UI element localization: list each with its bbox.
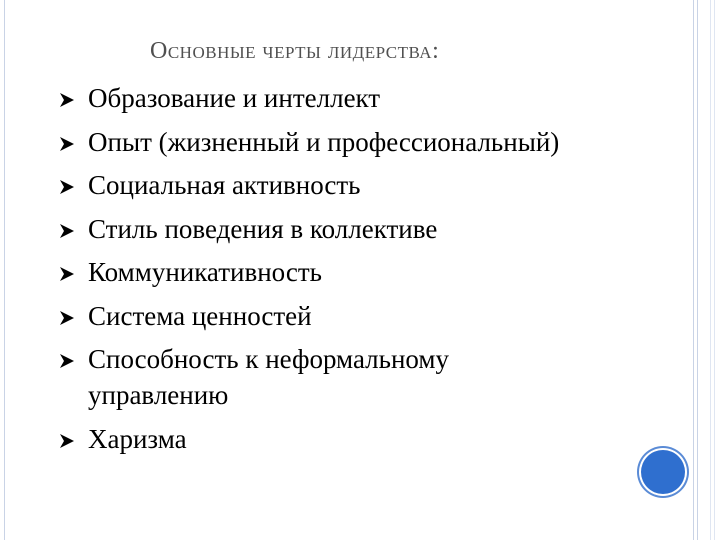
bullet-text: Социальная активность	[88, 170, 361, 200]
list-item	[58, 211, 678, 247]
list-item	[58, 421, 678, 457]
bullet-text: Коммуникативность	[88, 257, 322, 287]
arrow-bullet-icon	[58, 223, 76, 239]
arrow-bullet-icon	[58, 433, 76, 449]
bullet-text: Система ценностей	[88, 300, 312, 331]
arrow-bullet-icon	[58, 92, 76, 108]
slide-title: Основные черты лидерства:	[150, 38, 440, 64]
arrow-bullet-icon	[58, 310, 76, 326]
decorative-line	[714, 0, 715, 540]
list-item	[58, 341, 678, 413]
bullet-text: Способность к неформальному управлению	[88, 344, 449, 410]
decorative-line	[693, 0, 694, 540]
bullet-text: Харизма	[88, 423, 187, 454]
list-item	[58, 298, 678, 334]
decorative-line	[697, 0, 698, 540]
bullet-text: Стиль поведения в коллективе	[88, 213, 438, 244]
arrow-bullet-icon	[58, 136, 76, 152]
decorative-circle	[641, 450, 685, 494]
arrow-bullet-icon	[58, 266, 76, 282]
list-item	[58, 124, 678, 160]
bullet-list	[58, 80, 678, 464]
list-item	[58, 254, 678, 290]
bullet-text: Опыт (жизненный и профессиональный)	[88, 126, 560, 157]
list-item	[58, 167, 678, 203]
list-item	[58, 80, 678, 116]
arrow-bullet-icon	[58, 179, 76, 195]
arrow-bullet-icon	[58, 353, 76, 369]
bullet-text: Образование и интеллект	[88, 83, 381, 113]
decorative-line	[710, 0, 711, 540]
